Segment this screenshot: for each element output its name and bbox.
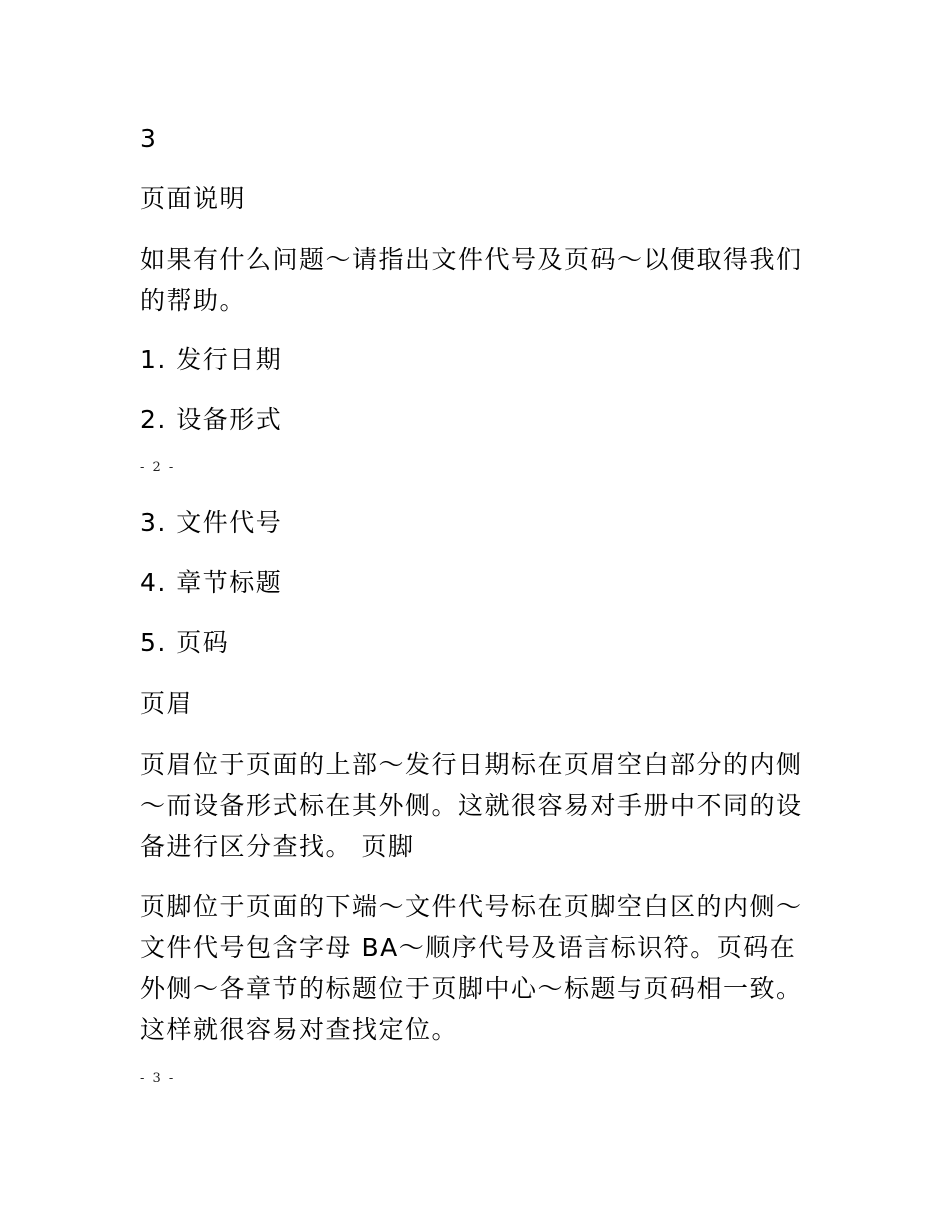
list-item-document-code: 3. 文件代号 xyxy=(140,508,283,537)
page-number-marker: - 2 - xyxy=(140,460,176,475)
list-item-chapter-title: 4. 章节标题 xyxy=(140,568,283,597)
footer-paragraph: 页脚位于页面的下端～文件代号标在页脚空白区的内侧～文件代号包含字母 BA～顺序代号及语言标识符。页码在外侧～各章节的标题位于页脚中心～标题与页码相一致。这样就很容易对查找定位。 xyxy=(140,892,803,1044)
header-section-title: 页眉 xyxy=(140,689,194,718)
header-paragraph: 页眉位于页面的上部～发行日期标在页眉空白部分的内侧～而设备形式标在其外侧。这就很容易对手册中不同的设备进行区分查找。 页脚 xyxy=(140,750,803,861)
intro-paragraph: 如果有什么问题～请指出文件代号及页码～以便取得我们的帮助。 xyxy=(140,245,803,315)
list-item-equipment-type: 2. 设备形式 xyxy=(140,405,283,434)
section-title: 页面说明 xyxy=(140,184,247,213)
list-item-release-date: 1. 发行日期 xyxy=(140,345,283,374)
page-number-marker: - 3 - xyxy=(140,1071,176,1086)
chapter-number: 3 xyxy=(140,124,158,153)
list-item-page-number: 5. 页码 xyxy=(140,628,230,657)
